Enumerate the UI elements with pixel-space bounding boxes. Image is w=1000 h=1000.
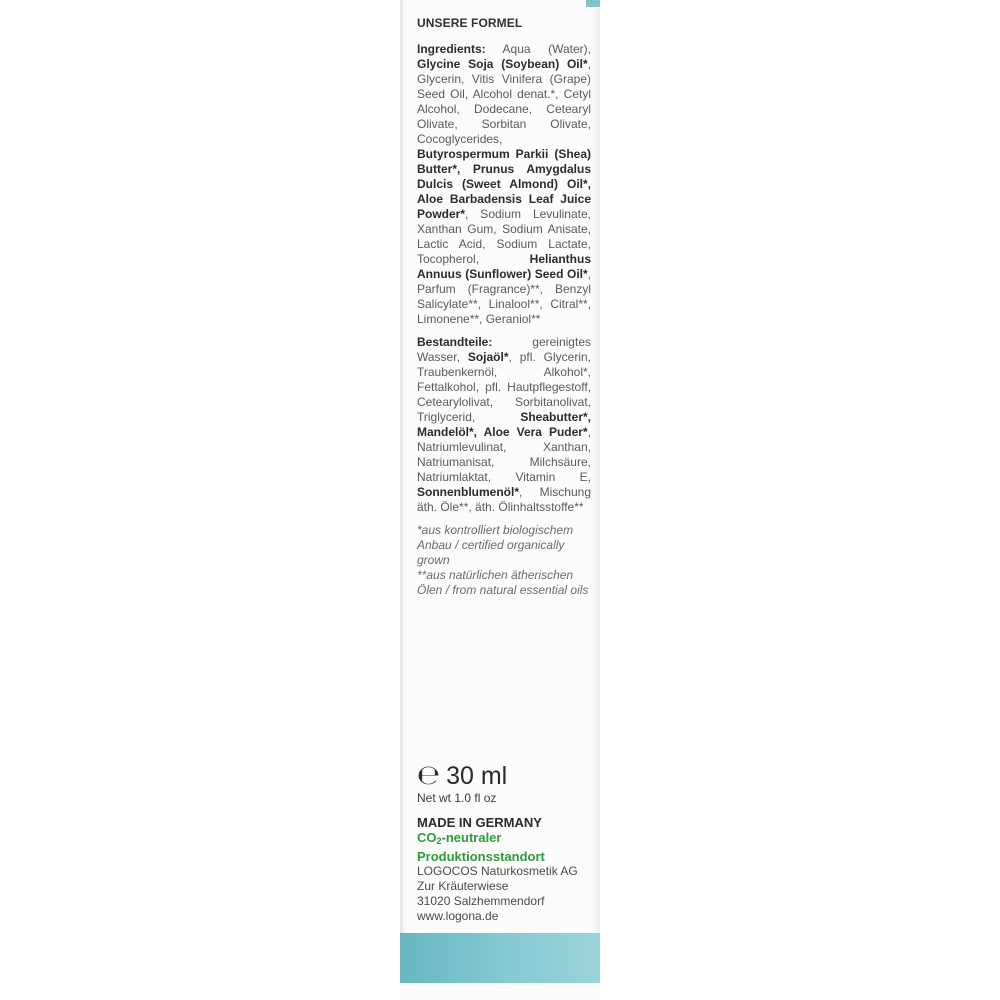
ingredient-segment: , Glycerin, Vitis Vinifera (Grape) Seed Oil, Alcohol denat.*, Cetyl Alcohol, Dodecane, Cetearyl Olivate, Sorbitan Olivate, Cocoglycerides,: [417, 57, 591, 146]
co2-line-2: Produktionsstandort: [417, 849, 545, 864]
ingredient-bold-segment: Sonnenblumenöl*: [417, 485, 519, 499]
co2-prefix: CO: [417, 830, 437, 845]
formula-section: [417, 16, 591, 598]
co2-line-1: [417, 830, 597, 849]
ingredient-bold-segment: Glycine Soja (Soybean) Oil*: [417, 57, 588, 71]
note-organic: *aus kontrolliert biologischem Anbau / certified organically grown: [417, 523, 574, 567]
ingredient-segment: , Natriumlevulinat, Xanthan, Natriumanisat, Milchsäure, Natriumlaktat, Vitamin E,: [417, 425, 591, 484]
formula-heading: UNSERE FORMEL: [417, 16, 523, 30]
co2-subscript: 2: [436, 836, 442, 846]
ingredient-bold-segment: Sheabutter*, Mandelöl*, Aloe Vera Puder*: [417, 410, 591, 439]
ingredient-segment: , pfl. Glycerin, Traubenkernöl, Alkohol*, Fettalkohol, pfl. Hautpflegestoff, Cetearylolivat, Sorbitanolivat, Triglycerid,: [417, 350, 591, 424]
note-essential-oils: **aus natürlichen ätherischen Ölen / from natural essential oils: [417, 568, 589, 597]
ingredient-segment: , Mischung äth. Öle**, äth. Ölinhaltsstoffe**: [417, 485, 591, 514]
ingredient-segment: gereinigtes Wasser,: [417, 335, 591, 364]
origin-block: [417, 815, 597, 924]
volume-amount: 30 ml: [446, 762, 508, 790]
ingredient-segment: , Sodium Levulinate, Xanthan Gum, Sodium Anisate, Lactic Acid, Sodium Lactate, Tocopherol,: [417, 207, 591, 266]
company-street: Zur Kräuterwiese: [417, 879, 509, 893]
ingredients-inci: [417, 42, 591, 327]
top-teal-accent: [586, 0, 600, 7]
ingredient-segment: Aqua (Water),: [485, 42, 591, 56]
ingredients-german: [417, 335, 591, 515]
bottom-edge: [400, 983, 600, 1000]
ingredient-bold-segment: Butyrospermum Parkii (Shea) Butter*, Prunus Amygdalus Dulcis (Sweet Almond) Oil*, Aloe Barbadensis Leaf Juice Powder*: [417, 147, 591, 221]
ingredient-bold-segment: Ingredients:: [417, 42, 486, 56]
bottom-teal-band: [400, 933, 600, 983]
estimated-sign-icon: ℮: [417, 760, 441, 791]
ingredient-bold-segment: Bestandteile:: [417, 335, 493, 349]
ingredient-bold-segment: Sojaöl*: [467, 350, 509, 364]
made-in-label: MADE IN GERMANY: [417, 815, 542, 830]
ingredient-segment: , Parfum (Fragrance)**, Benzyl Salicylate**, Linalool**, Citral**, Limonene**, Geraniol**: [417, 267, 591, 326]
net-weight: Net wt 1.0 fl oz: [417, 791, 497, 805]
company-website: www.logona.de: [417, 909, 499, 923]
box-edge-shadow: [400, 0, 403, 1000]
co2-rest: -neutraler: [441, 830, 502, 845]
volume-line: [417, 762, 587, 790]
company-name: LOGOCOS Naturkosmetik AG: [417, 864, 578, 878]
volume-block: [417, 762, 587, 805]
ingredient-bold-segment: Helianthus Annuus (Sunflower) Seed Oil*: [417, 252, 591, 281]
company-city: 31020 Salzhemmendorf: [417, 894, 545, 908]
